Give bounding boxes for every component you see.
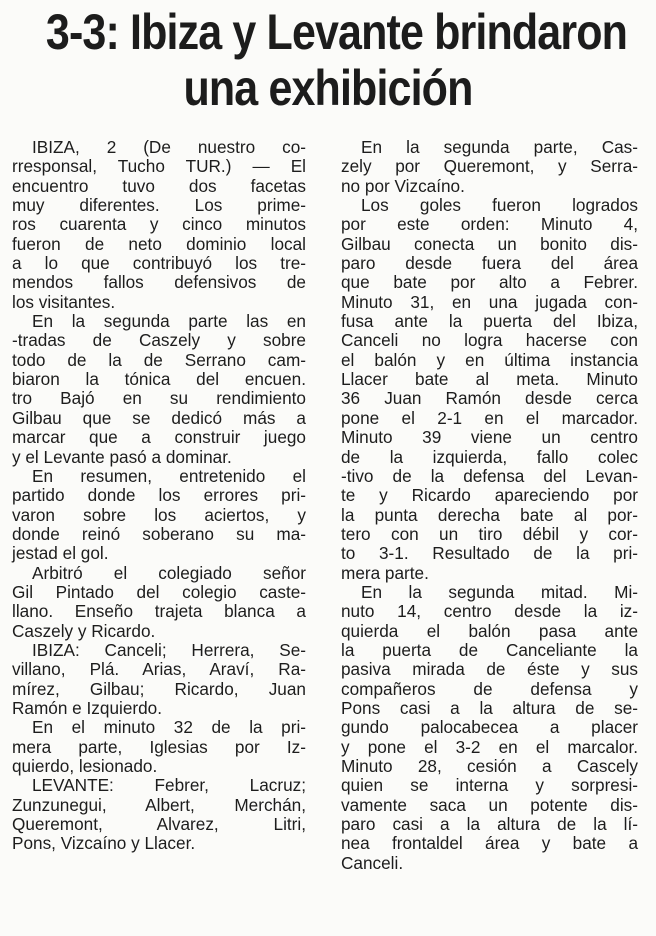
text-line: quien se interna y sorpresi- [341, 775, 638, 796]
text-line: todo de la de Serrano cam- [12, 349, 306, 370]
text-line: Caszely y Ricardo. [12, 620, 156, 641]
text-line: Llacer bate al meta. Minuto [341, 369, 638, 390]
right-column [341, 138, 638, 873]
text-line: encuentro tuvo dos facetas [12, 175, 306, 196]
text-line: muy diferentes. Los prime- [12, 195, 306, 216]
text-line: Ramón e Izquierdo. [12, 697, 162, 718]
text-line: la punta derecha bate al por- [341, 504, 638, 525]
text-line: no por Vizcaíno. [341, 175, 465, 196]
text-line: 36 Juan Ramón desde cerca [341, 388, 638, 409]
text-line: pone el 2-1 en el marcador. [341, 407, 638, 428]
paragraph [12, 467, 306, 564]
text-line: biaron la tónica del encuen. [12, 369, 306, 390]
text-line: marcar que a construir juego [12, 427, 306, 448]
text-line: tro Bajó en su rendimiento [12, 388, 306, 409]
paragraph [341, 138, 638, 196]
text-line: Gil Pintado del colegio caste- [12, 581, 306, 602]
text-line: paro desde fuera del área [341, 253, 638, 274]
paragraph [12, 641, 306, 718]
paragraph [12, 776, 306, 853]
text-line: IBIZA, 2 (De nuestro co- [32, 137, 306, 157]
text-line: mendos fallos defensivos de [12, 272, 306, 293]
text-line: Los goles fueron logrados [361, 195, 638, 216]
text-line: nuto 14, centro desde la iz- [341, 601, 638, 622]
text-line: tero con un tiro débil y cor- [341, 523, 638, 544]
text-line: de la izquierda, fallo colec [341, 446, 638, 467]
text-line: y el Levante pasó a dominar. [12, 446, 232, 467]
text-line: vamente saca un potente dis- [341, 794, 638, 815]
text-line: gundo palocabecea a placer [341, 717, 638, 738]
paragraph [12, 138, 306, 312]
text-line: Arbitró el colegiado señor [32, 562, 306, 583]
text-line: to 3-1. Resultado de la pri- [341, 543, 638, 564]
text-line: En la segunda mitad. Mi- [361, 581, 638, 602]
text-line: donde reinó soberano su ma- [12, 523, 306, 544]
paragraph [341, 196, 638, 583]
text-line: te y Ricardo apareciendo por [341, 485, 638, 506]
text-line: los visitantes. [12, 291, 116, 312]
text-line: llano. Enseño trajeta blanca a [12, 601, 306, 622]
text-line: fusa ante la puerta del Ibiza, [341, 311, 638, 332]
text-line: Canceli. [341, 852, 404, 873]
text-line: En la segunda parte las en [32, 311, 306, 332]
text-line: Canceli no logra hacerse con [341, 330, 638, 351]
headline-line-1: 3-3: Ibiza y Levante brindaron [45, 4, 628, 60]
text-line: Queremont, Alvarez, Litri, [12, 814, 306, 835]
text-line: pasiva mirada de éste y sus [341, 659, 638, 680]
paragraph [12, 564, 306, 641]
text-line: y pone el 3-2 en el marcalor. [341, 736, 638, 757]
text-line: el balón y en última instancia [341, 349, 638, 370]
text-line: En la segunda parte, Cas- [361, 137, 638, 157]
text-line: nea frontaldel área y bate a [341, 833, 638, 854]
text-line: la puerta de Canceliante la [341, 639, 638, 660]
text-line: zely por Queremont, y Serra- [341, 156, 638, 177]
text-line: varon sobre los aciertos, y [12, 504, 306, 525]
article-headline [45, 4, 628, 116]
text-line: fueron de neto dominio local [12, 233, 306, 254]
text-line: -tivo de la defensa del Levan- [341, 465, 638, 486]
text-line: quierdo, lesionado. [12, 756, 158, 776]
paragraph [12, 312, 306, 467]
text-line: ros cuarenta y cinco minutos [12, 214, 306, 235]
text-line: Pons, Vizcaíno y Llacer. [12, 833, 196, 854]
text-line: villano, Plá. Arias, Araví, Ra- [12, 659, 306, 680]
text-line: LEVANTE: Febrer, Lacruz; [32, 775, 306, 796]
text-line: Minuto 31, en una jugada con- [341, 291, 638, 312]
text-line: mera parte. [341, 562, 429, 583]
text-line: Gilbau que se dedicó más a [12, 407, 306, 428]
text-line: Gilbau conecta un bonito dis- [341, 233, 638, 254]
text-line: rresponsal, Tucho TUR.) — El [12, 156, 306, 177]
paragraph [12, 718, 306, 776]
text-line: mírez, Gilbau; Ricardo, Juan [12, 678, 306, 699]
text-line: En resumen, entretenido el [32, 465, 306, 486]
headline-line-2: una exhibición [183, 60, 473, 116]
text-line: Pons casi a la altura de se- [341, 697, 638, 718]
text-line: compañeros de defensa y [341, 678, 638, 699]
text-line: quierda el balón pasa ante [341, 620, 638, 641]
text-line: En el minuto 32 de la pri- [32, 717, 306, 738]
text-line: partido donde los errores pri- [12, 485, 306, 506]
text-line: Minuto 28, cesión a Cascely [341, 756, 638, 776]
paragraph [341, 583, 638, 873]
text-line: Zunzunegui, Albert, Merchán, [12, 794, 306, 815]
text-line: a lo que contribuyó los tre- [12, 253, 306, 274]
text-line: paro casi a la altura de la lí- [341, 814, 638, 835]
text-line: IBIZA: Canceli; Herrera, Se- [32, 639, 306, 660]
text-line: jestad el gol. [12, 543, 109, 564]
text-line: mera parte, Iglesias por Iz- [12, 736, 306, 757]
text-line: Minuto 39 viene un centro [341, 427, 638, 448]
text-line: -tradas de Caszely y sobre [12, 330, 306, 351]
text-line: por este orden: Minuto 4, [341, 214, 638, 235]
left-column [12, 138, 306, 854]
text-line: que bate por alto a Febrer. [341, 272, 638, 293]
